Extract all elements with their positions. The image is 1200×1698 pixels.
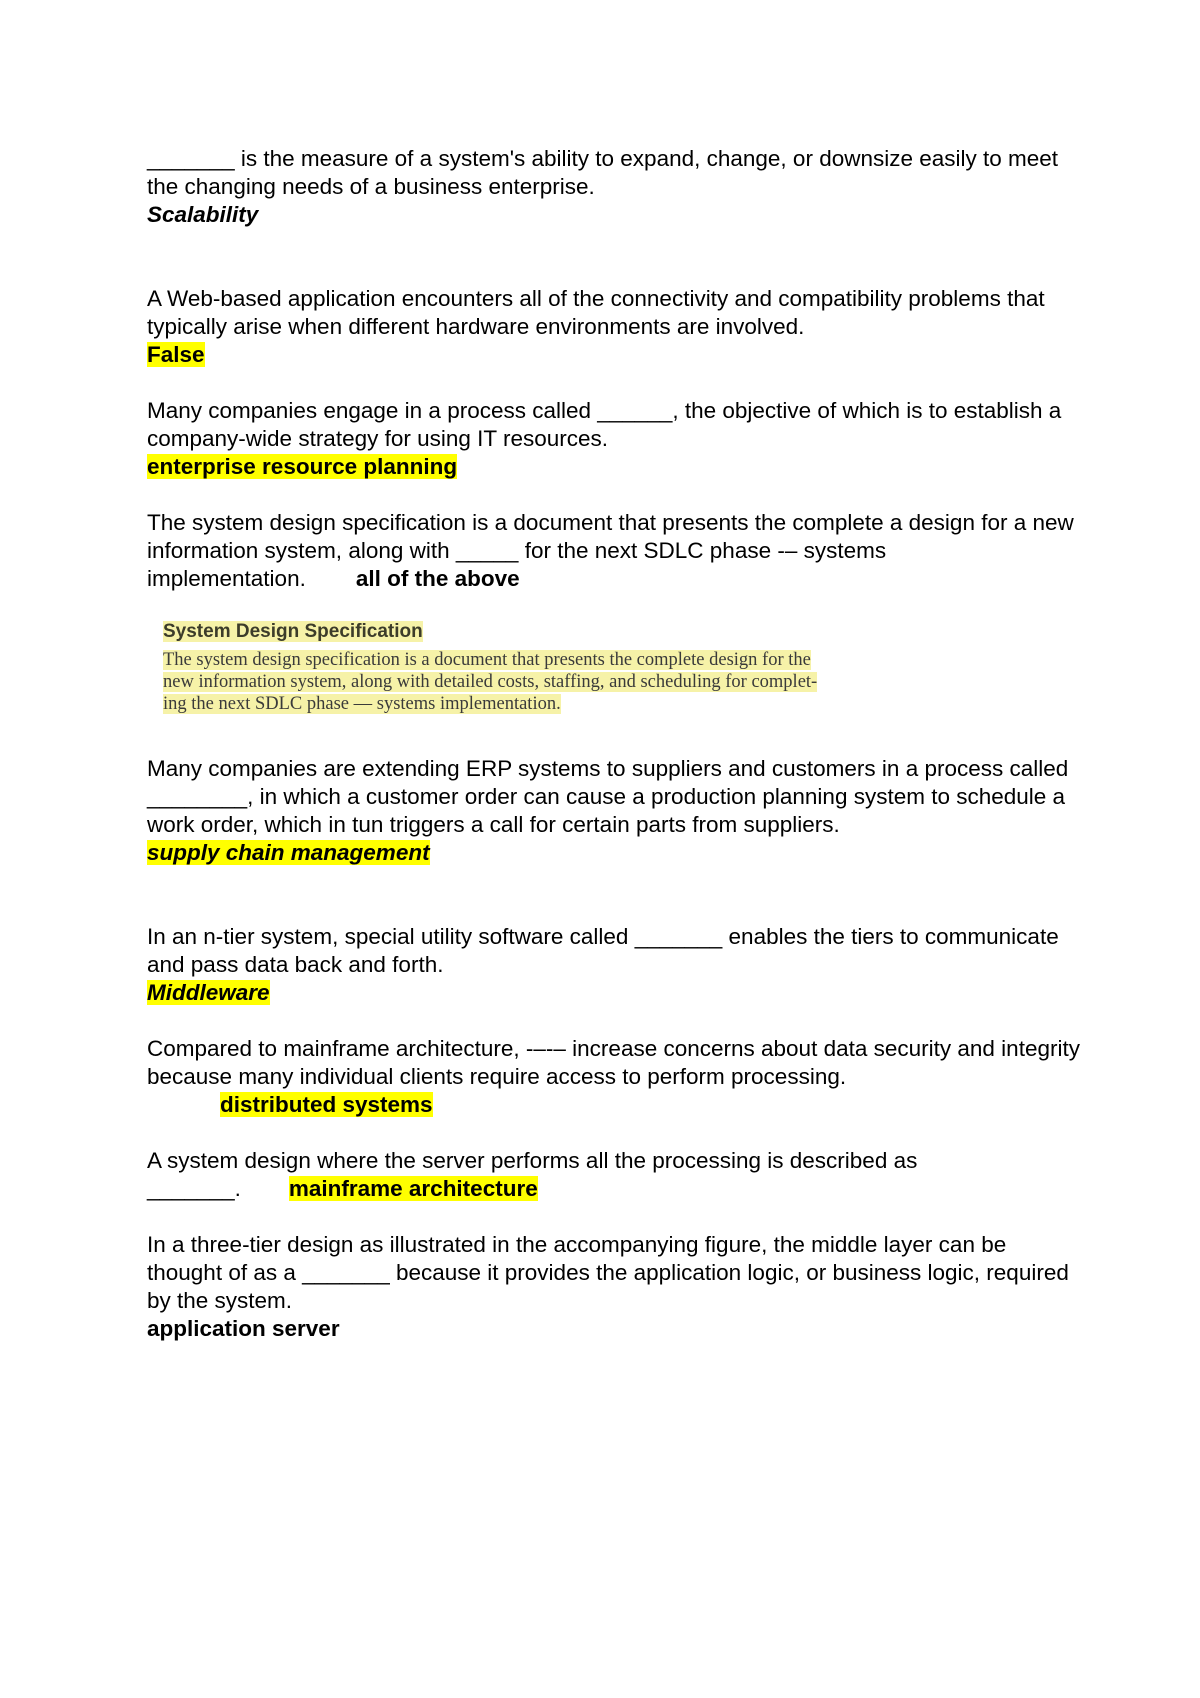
excerpt-line: The system design specification is a document that presents the complete design for the [163,650,811,670]
textbook-excerpt [163,619,903,715]
answer-text: all of the above [355,566,520,591]
question-text: A Web-based application encounters all of the connectivity and compatibility problems that typically arise when different hardware environments are involved. [147,286,1045,339]
question-text [147,509,1082,593]
answer-text: Scalability [147,202,259,227]
question-text: Many companies engage in a process called ______, the objective of which is to establish a company-wide strategy for using IT resources. [147,398,1062,451]
excerpt-line: ing the next SDLC phase — systems implementation. [163,694,561,714]
answer-text: distributed systems [220,1092,433,1117]
question-text [147,1147,1082,1203]
excerpt-line: new information system, along with detailed costs, staffing, and scheduling for complet- [163,672,818,692]
answer-text: Middleware [147,980,270,1005]
answer-text: mainframe architecture [288,1176,538,1201]
question-text-inline: The system design specification is a document that presents the complete a design for a new information system, along with _____ for the next SDLC phase -– systems implementation. [147,510,1074,591]
answer-text: False [147,342,205,367]
answer-text: application server [147,1316,340,1341]
answer-text: enterprise resource planning [147,454,458,479]
question-text: Many companies are extending ERP systems to suppliers and customers in a process called ________, in which a customer order can cause a production planning system to schedule a work order, which in tun triggers a call for certain parts from suppliers. [147,756,1069,837]
question-text: Compared to mainframe architecture, -–-– increase concerns about data security and integrity because many individual clients require access to perform processing. [147,1036,1080,1089]
question-text: In an n-tier system, special utility software called _______ enables the tiers to communicate and pass data back and forth. [147,924,1059,977]
question-text: In a three-tier design as illustrated in the accompanying figure, the middle layer can be thought of as a _______ because it provides the application logic, or business logic, required by the system. [147,1232,1069,1313]
document-page [147,145,1082,1343]
question-text-inline: A system design where the server performs all the processing is described as _______. [147,1148,918,1201]
excerpt-title: System Design Specification [163,621,423,642]
answer-text: supply chain management [147,840,430,865]
question-text: _______ is the measure of a system's ability to expand, change, or downsize easily to meet the changing needs of a business enterprise. [147,146,1059,199]
